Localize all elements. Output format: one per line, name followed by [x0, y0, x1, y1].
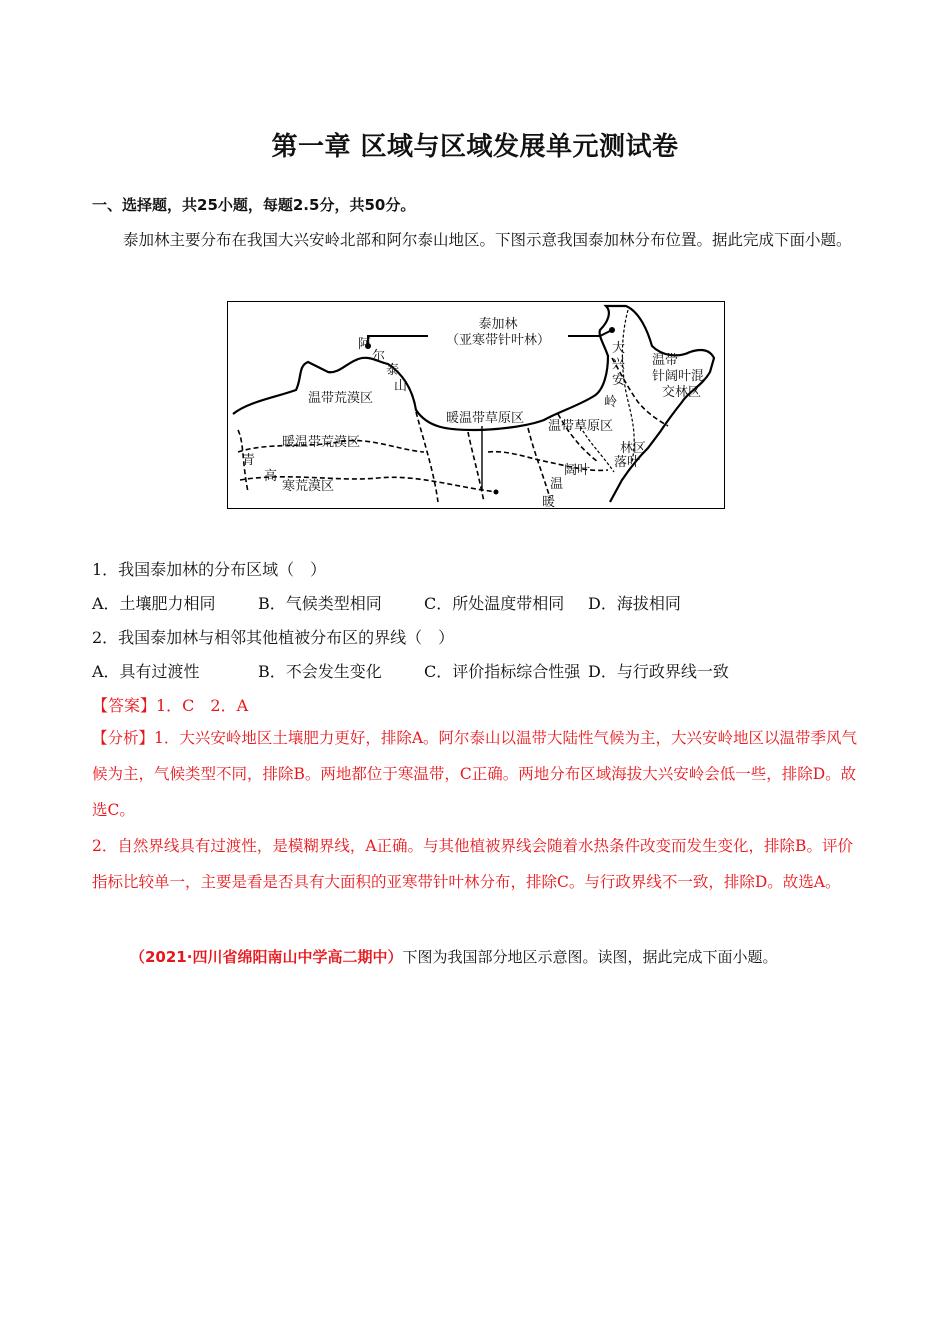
- label-altai: 泰: [386, 363, 400, 378]
- label-warm-steppe: 暖温带草原区: [446, 411, 525, 426]
- label-dxal: 岭: [604, 395, 618, 410]
- question-1-option-d: D．海拔相同: [588, 594, 681, 613]
- section-heading: 一、选择题，共25小题，每题2.5分，共50分。: [92, 196, 416, 214]
- label-forest: 林区: [620, 441, 647, 456]
- next-question-text: 下图为我国部分地区示意图。读图，据此完成下面小题。: [402, 948, 778, 966]
- question-2-option-b: B．不会发生变化: [258, 662, 382, 681]
- label-forest: 落叶: [614, 455, 641, 470]
- question-1-option-a: A．土壤肥力相同: [92, 594, 216, 613]
- province-line: [240, 477, 498, 492]
- label-forest: 阔叶: [564, 463, 591, 478]
- next-question-intro: [130, 946, 777, 967]
- label-mixed: 交林区: [662, 385, 702, 400]
- label-taiga-sub: （亚寒带针叶林）: [445, 333, 551, 348]
- label-plateau: 高: [264, 469, 278, 484]
- label-temperate-steppe: 温带草原区: [548, 419, 614, 434]
- answer-line: 【答案】1．C 2．A: [92, 696, 249, 715]
- label-taiga: 泰加林: [478, 317, 518, 332]
- label-plateau: 寒荒漠区: [282, 479, 335, 494]
- question-2-option-c: C．评价指标综合性强: [424, 662, 581, 681]
- map-drawing: [228, 302, 725, 509]
- label-mixed: 温带: [652, 353, 679, 368]
- label-altai: 尔: [372, 349, 386, 364]
- leader-line: [568, 330, 612, 336]
- analysis-1: 【分析】1．大兴安岭地区土壤肥力更好，排除A。阿尔泰山以温带大陆性气候为主，大兴安岭地区以温带季风气候为主，气候类型不同，排除B。两地都位于寒温带，C正确。两地分布区域海拔大兴安岭会低一些，排除D。故选C。: [92, 729, 858, 819]
- label-forest: 暖: [542, 495, 556, 510]
- question-2-option-d: D．与行政界线一致: [588, 662, 729, 681]
- question-1-option-c: C．所处温度带相同: [424, 594, 565, 613]
- label-forest: 温: [550, 477, 564, 492]
- leader-dot: [494, 490, 499, 495]
- intro-paragraph: 泰加林主要分布在我国大兴安岭北部和阿尔泰山地区。下图示意我国泰加林分布位置。据此完成下面小题。: [123, 231, 852, 249]
- next-question-source: （2021·四川省绵阳南山中学高二期中）: [130, 948, 403, 966]
- leader-dot: [609, 327, 615, 333]
- label-altai: 山: [394, 379, 408, 394]
- label-altai: 阿: [358, 337, 372, 352]
- label-warm-desert: 暖温带荒漠区: [282, 435, 361, 450]
- analysis-2: 2．自然界线具有过渡性，是模糊界线，A正确。与其他植被界线会随着水热条件改变而发生变化，排除B。评价指标比较单一，主要是看是否具有大面积的亚寒带针叶林分布，排除C。与行政界线不一致，排除D。故选A。: [92, 837, 853, 891]
- label-dxal: 安: [612, 373, 626, 388]
- label-dxal: 大: [612, 341, 626, 356]
- province-line: [528, 428, 550, 498]
- question-2-option-a: A．具有过渡性: [92, 662, 200, 681]
- leader-line: [368, 336, 428, 344]
- label-dxal: 兴: [612, 357, 626, 372]
- label-mixed: 针阔叶混: [652, 369, 705, 384]
- question-2-stem: 2．我国泰加林与相邻其他植被分布区的界线（ ）: [92, 628, 455, 647]
- question-1-option-b: B．气候类型相同: [258, 594, 382, 613]
- label-temperate-desert: 温带荒漠区: [308, 391, 374, 406]
- question-1-stem: 1．我国泰加林的分布区域（ ）: [92, 560, 327, 579]
- taiga-distribution-map: [227, 301, 725, 509]
- page-title: 第一章 区域与区域发展单元测试卷: [271, 132, 679, 162]
- label-plateau: 青: [242, 453, 256, 468]
